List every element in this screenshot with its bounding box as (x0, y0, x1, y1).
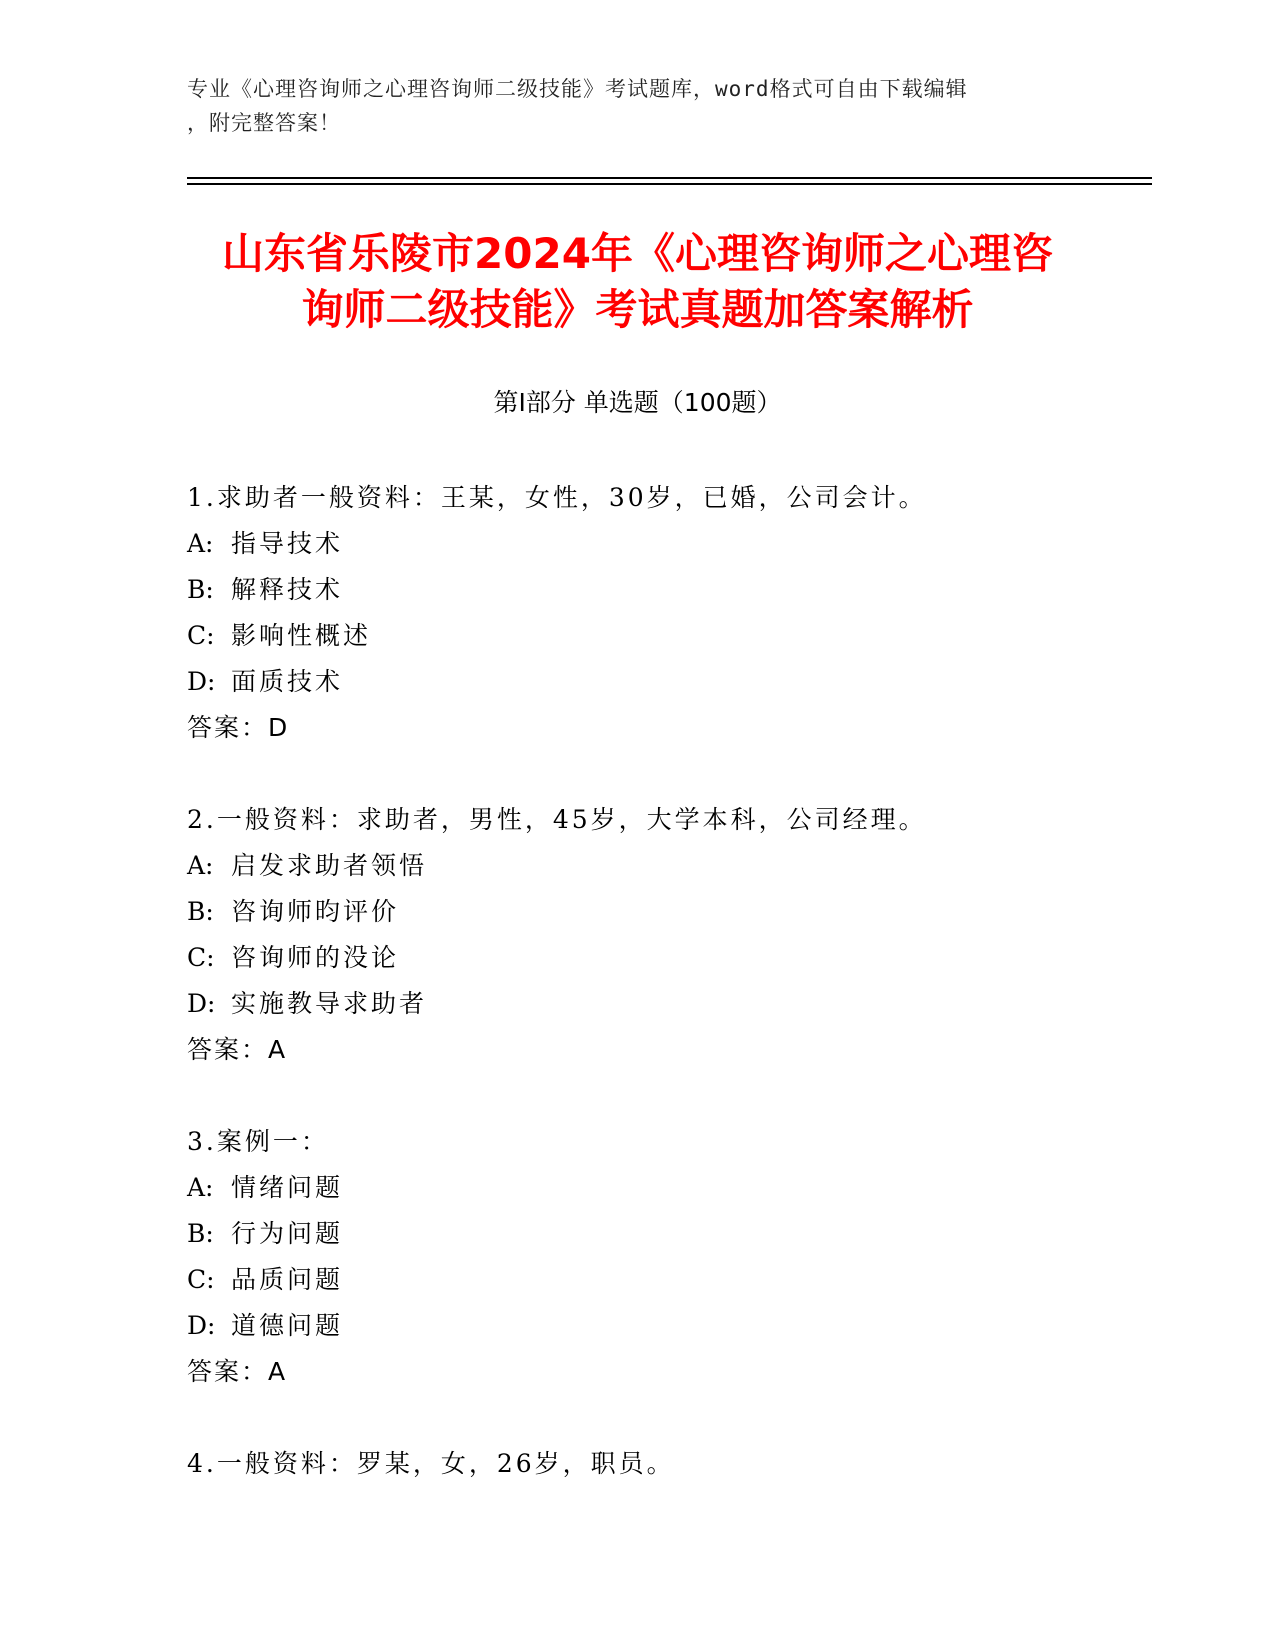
answer: 答案：A (187, 1357, 288, 1386)
option-text: 解释技术 (231, 575, 344, 604)
answer: 答案：D (187, 713, 290, 742)
option-d (187, 1303, 1147, 1349)
option-text: 品质问题 (231, 1265, 344, 1294)
option-letter: D: (187, 989, 216, 1018)
option-text: 指导技术 (231, 529, 344, 558)
option-b (187, 889, 1147, 935)
header-divider-top (187, 177, 1152, 179)
header-note-line2: ，附完整答案！ (187, 111, 341, 135)
option-d (187, 981, 1147, 1027)
option-letter: A: (187, 529, 214, 558)
option-a (187, 521, 1147, 567)
question-list (187, 475, 1147, 1533)
option-letter: A: (187, 1173, 214, 1202)
header-note (187, 72, 1067, 140)
option-letter: A: (187, 851, 214, 880)
option-text: 实施教导求助者 (231, 989, 428, 1018)
question-text: 2.一般资料：求助者，男性，45岁，大学本科，公司经理。 (187, 805, 927, 834)
question-2 (187, 797, 1147, 1073)
question-text: 3.案例一： (187, 1127, 329, 1156)
option-text: 情绪问题 (231, 1173, 344, 1202)
option-text: 行为问题 (231, 1219, 344, 1248)
option-letter: C: (187, 621, 215, 650)
option-a (187, 843, 1147, 889)
option-text: 咨询师的没论 (231, 943, 400, 972)
header-note-line1: 专业《心理咨询师之心理咨询师二级技能》考试题库，word格式可自由下载编辑 (187, 77, 968, 101)
option-letter: C: (187, 1265, 215, 1294)
option-text: 启发求助者领悟 (231, 851, 428, 880)
option-c (187, 935, 1147, 981)
answer: 答案：A (187, 1035, 288, 1064)
option-text: 道德问题 (231, 1311, 344, 1340)
option-c (187, 613, 1147, 659)
question-3 (187, 1119, 1147, 1395)
question-text: 4.一般资料：罗某，女，26岁，职员。 (187, 1449, 675, 1478)
option-letter: B: (187, 575, 214, 604)
document-title-line1: 山东省乐陵市2024年《心理咨询师之心理咨 (222, 229, 1053, 278)
document-title (140, 226, 1135, 338)
option-letter: D: (187, 667, 216, 696)
option-letter: D: (187, 1311, 216, 1340)
option-text: 咨询师昀评价 (231, 897, 400, 926)
option-a (187, 1165, 1147, 1211)
section-title: 第Ⅰ部分 单选题（100题） (493, 388, 782, 417)
question-1 (187, 475, 1147, 751)
option-letter: B: (187, 1219, 214, 1248)
option-text: 面质技术 (231, 667, 344, 696)
header-divider-bottom (187, 183, 1152, 185)
option-letter: B: (187, 897, 214, 926)
option-b (187, 1211, 1147, 1257)
document-title-line2: 询师二级技能》考试真题加答案解析 (301, 285, 974, 334)
option-text: 影响性概述 (231, 621, 372, 650)
option-d (187, 659, 1147, 705)
question-4 (187, 1441, 1147, 1487)
question-text: 1.求助者一般资料：王某，女性，30岁，已婚，公司会计。 (187, 483, 927, 512)
option-b (187, 567, 1147, 613)
option-c (187, 1257, 1147, 1303)
option-letter: C: (187, 943, 215, 972)
